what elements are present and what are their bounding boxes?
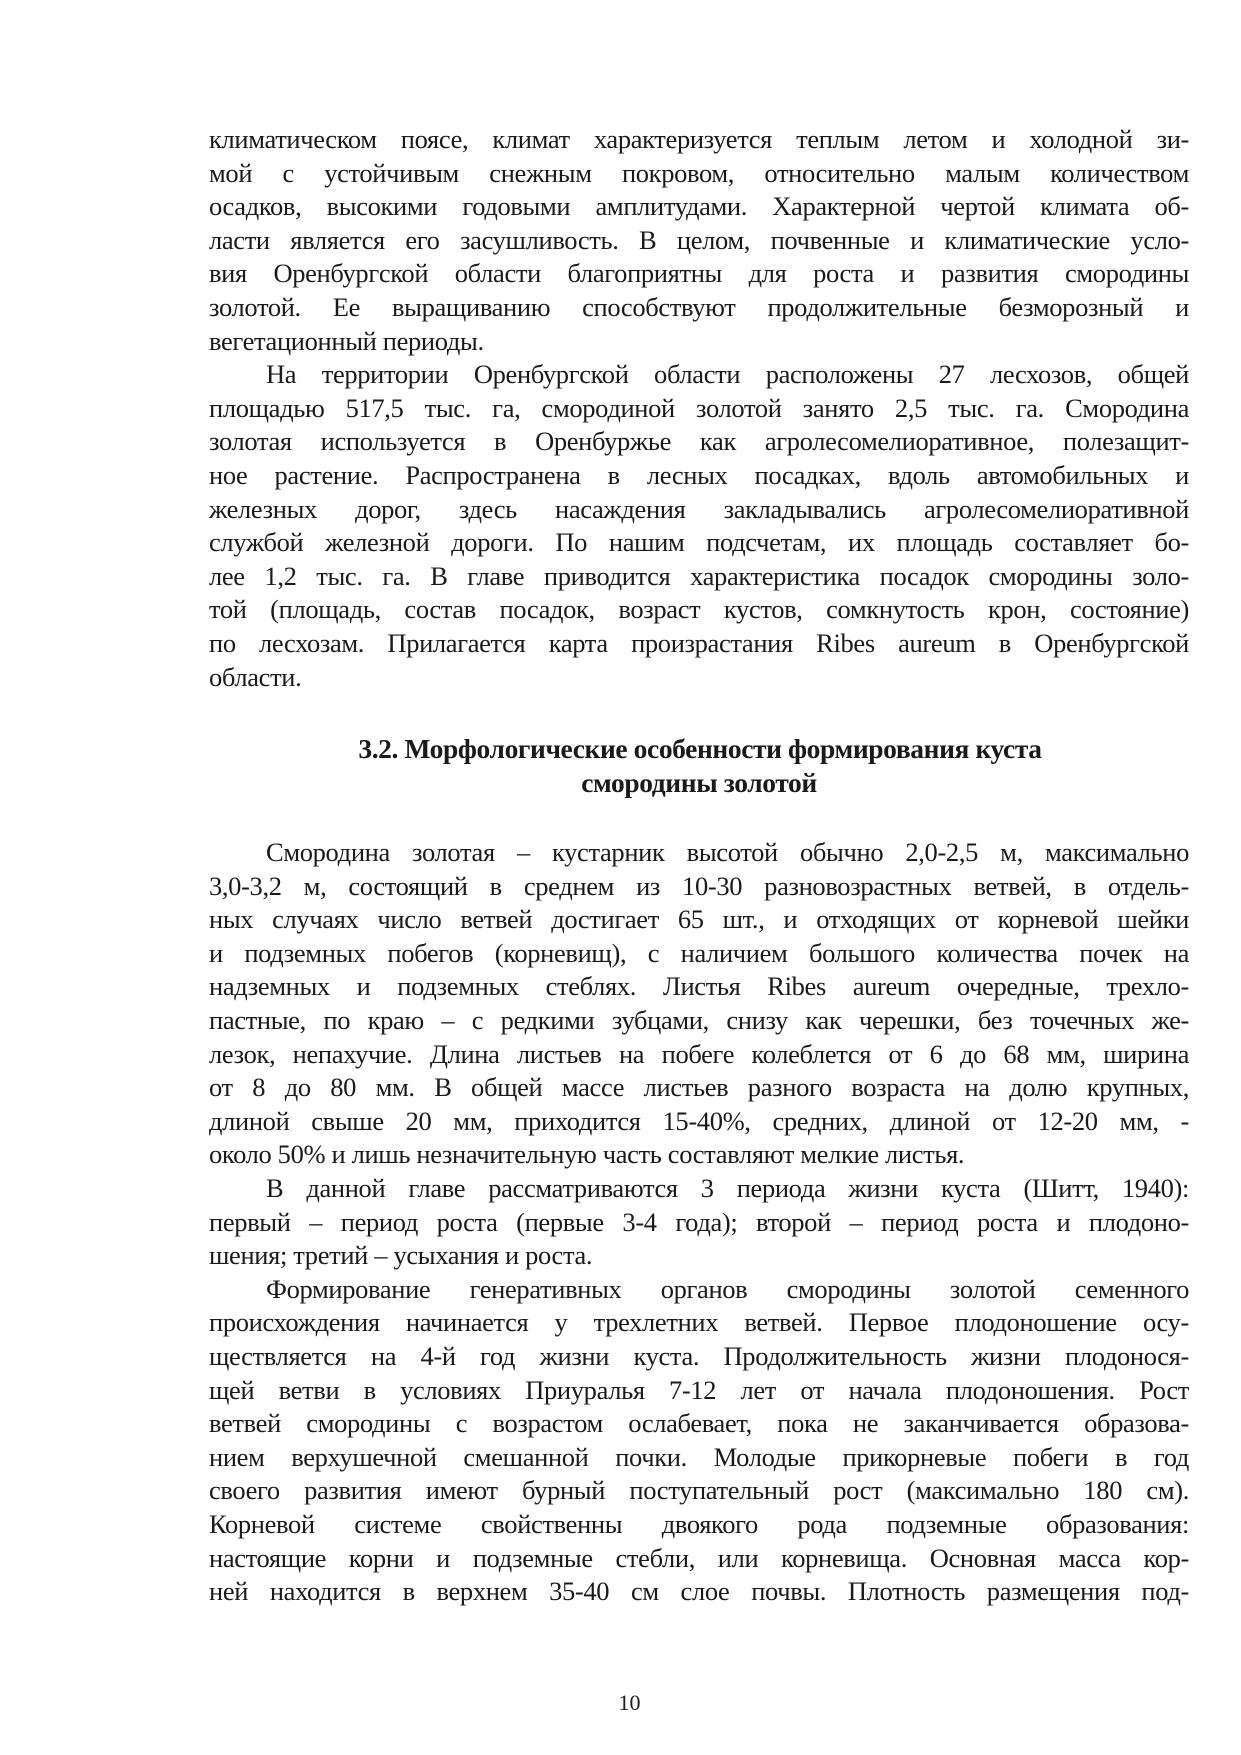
section-heading-line-1: 3.2. Морфологические особенности формирования куста: [358, 733, 1042, 765]
paragraph-line: около 50% и лишь незначительную часть составляют мелкие листья.: [209, 1139, 965, 1170]
paragraph-line: настоящие корни и подземные стебли, или корневища. Основная масса кор-: [209, 1542, 1189, 1573]
paragraph: [209, 1273, 1189, 1609]
paragraph-line: службой железной дороги. По нашим подсчетам, их площадь составляет бо-: [209, 527, 1189, 558]
paragraph-line: щей ветви в условиях Приуралья 7-12 лет от начала плодоношения. Рост: [209, 1374, 1189, 1405]
paragraph-line: 3,0-3,2 м, состоящий в среднем из 10-30 разновозрастных ветвей, в отдель-: [209, 870, 1189, 901]
page-number: 10: [618, 1690, 641, 1715]
paragraph-line: Смородина золотая – кустарник высотой обычно 2,0-2,5 м, максимально: [266, 837, 1189, 868]
paragraph-line: ласти является его засушливость. В целом, почвенные и климатические усло-: [209, 224, 1189, 255]
section-heading: [209, 732, 1189, 800]
paragraph-line: осадков, высокими годовыми амплитудами. Характерной чертой климата об-: [209, 191, 1189, 222]
paragraph-line: надземных и подземных стеблях. Листья Ribes aureum очередные, трехло-: [209, 971, 1189, 1002]
paragraph-line: Формирование генеративных органов смородины золотой семенного: [266, 1273, 1189, 1304]
paragraph-line: шения; третий – усыхания и роста.: [209, 1240, 593, 1271]
paragraph-line: площадью 517,5 тыс. га, смородиной золотой занято 2,5 тыс. га. Смородина: [209, 392, 1189, 423]
paragraph-line: железных дорог, здесь насаждения закладывались агролесомелиоративной: [209, 493, 1189, 524]
paragraph-line: золотой. Ее выращиванию способствуют продолжительные безморозный и: [209, 291, 1189, 322]
paragraph-line: климатическом поясе, климат характеризуется теплым летом и холодной зи-: [209, 124, 1189, 154]
paragraph-line: На территории Оренбургской области расположены 27 лесхозов, общей: [266, 359, 1189, 390]
paragraph-line: ветвей смородины с возрастом ослабевает, пока не заканчивается образова-: [209, 1408, 1189, 1439]
paragraph-line: ней находится в верхнем 35-40 см слое почвы. Плотность размещения под-: [209, 1576, 1189, 1607]
paragraph-line: золотая используется в Оренбуржье как агролесомелиоративное, полезащит-: [209, 426, 1189, 457]
text-block-after-heading: [209, 836, 1189, 1609]
paragraph-line: лее 1,2 тыс. га. В главе приводится характеристика посадок смородины золо-: [209, 560, 1189, 591]
paragraph-line: от 8 до 80 мм. В общей массе листьев разного возраста на долю крупных,: [209, 1072, 1189, 1103]
paragraph-line: вия Оренбургской области благоприятны для роста и развития смородины: [209, 258, 1189, 289]
paragraph-line: происхождения начинается у трехлетних ветвей. Первое плодоношение осу-: [209, 1307, 1189, 1338]
paragraph-line: той (площадь, состав посадок, возраст кустов, сомкнутость крон, состояние): [209, 594, 1189, 625]
text-block-before-heading: [209, 123, 1189, 694]
paragraph: [209, 123, 1189, 358]
paragraph: [209, 1172, 1189, 1273]
paragraph: [209, 836, 1189, 1172]
paragraph-line: первый – период роста (первые 3-4 года); второй – период роста и плодоно-: [209, 1206, 1189, 1237]
document-page: [209, 123, 1189, 1609]
section-heading-line-2: смородины золотой: [581, 767, 817, 799]
paragraph-line: В данной главе рассматриваются 3 периода жизни куста (Шитт, 1940):: [266, 1173, 1189, 1204]
paragraph-line: Корневой системе свойственны двоякого рода подземные образования:: [209, 1508, 1189, 1539]
paragraph-line: по лесхозам. Прилагается карта произрастания Ribes aureum в Оренбургской: [209, 627, 1189, 658]
paragraph-line: вегетационный периоды.: [209, 325, 484, 356]
paragraph: [209, 358, 1189, 694]
paragraph-line: пастные, по краю – с редкими зубцами, снизу как черешки, без точечных же-: [209, 1005, 1189, 1036]
paragraph-line: ное растение. Распространена в лесных посадках, вдоль автомобильных и: [209, 459, 1189, 490]
paragraph-line: длиной свыше 20 мм, приходится 15-40%, средних, длиной от 12-20 мм, -: [209, 1105, 1189, 1136]
paragraph-line: лезок, непахучие. Длина листьев на побеге колеблется от 6 до 68 мм, ширина: [209, 1038, 1189, 1069]
paragraph-line: и подземных побегов (корневищ), с наличием большого количества почек на: [209, 937, 1189, 968]
paragraph-line: своего развития имеют бурный поступательный рост (максимально 180 см).: [209, 1475, 1189, 1506]
paragraph-line: области.: [209, 661, 302, 692]
paragraph-line: ных случаях число ветвей достигает 65 шт., и отходящих от корневой шейки: [209, 904, 1189, 935]
paragraph-line: мой с устойчивым снежным покровом, относительно малым количеством: [209, 157, 1189, 188]
paragraph-line: нием верхушечной смешанной почки. Молодые прикорневые побеги в год: [209, 1441, 1189, 1472]
paragraph-line: ществляется на 4-й год жизни куста. Продолжительность жизни плодонося-: [209, 1341, 1189, 1371]
